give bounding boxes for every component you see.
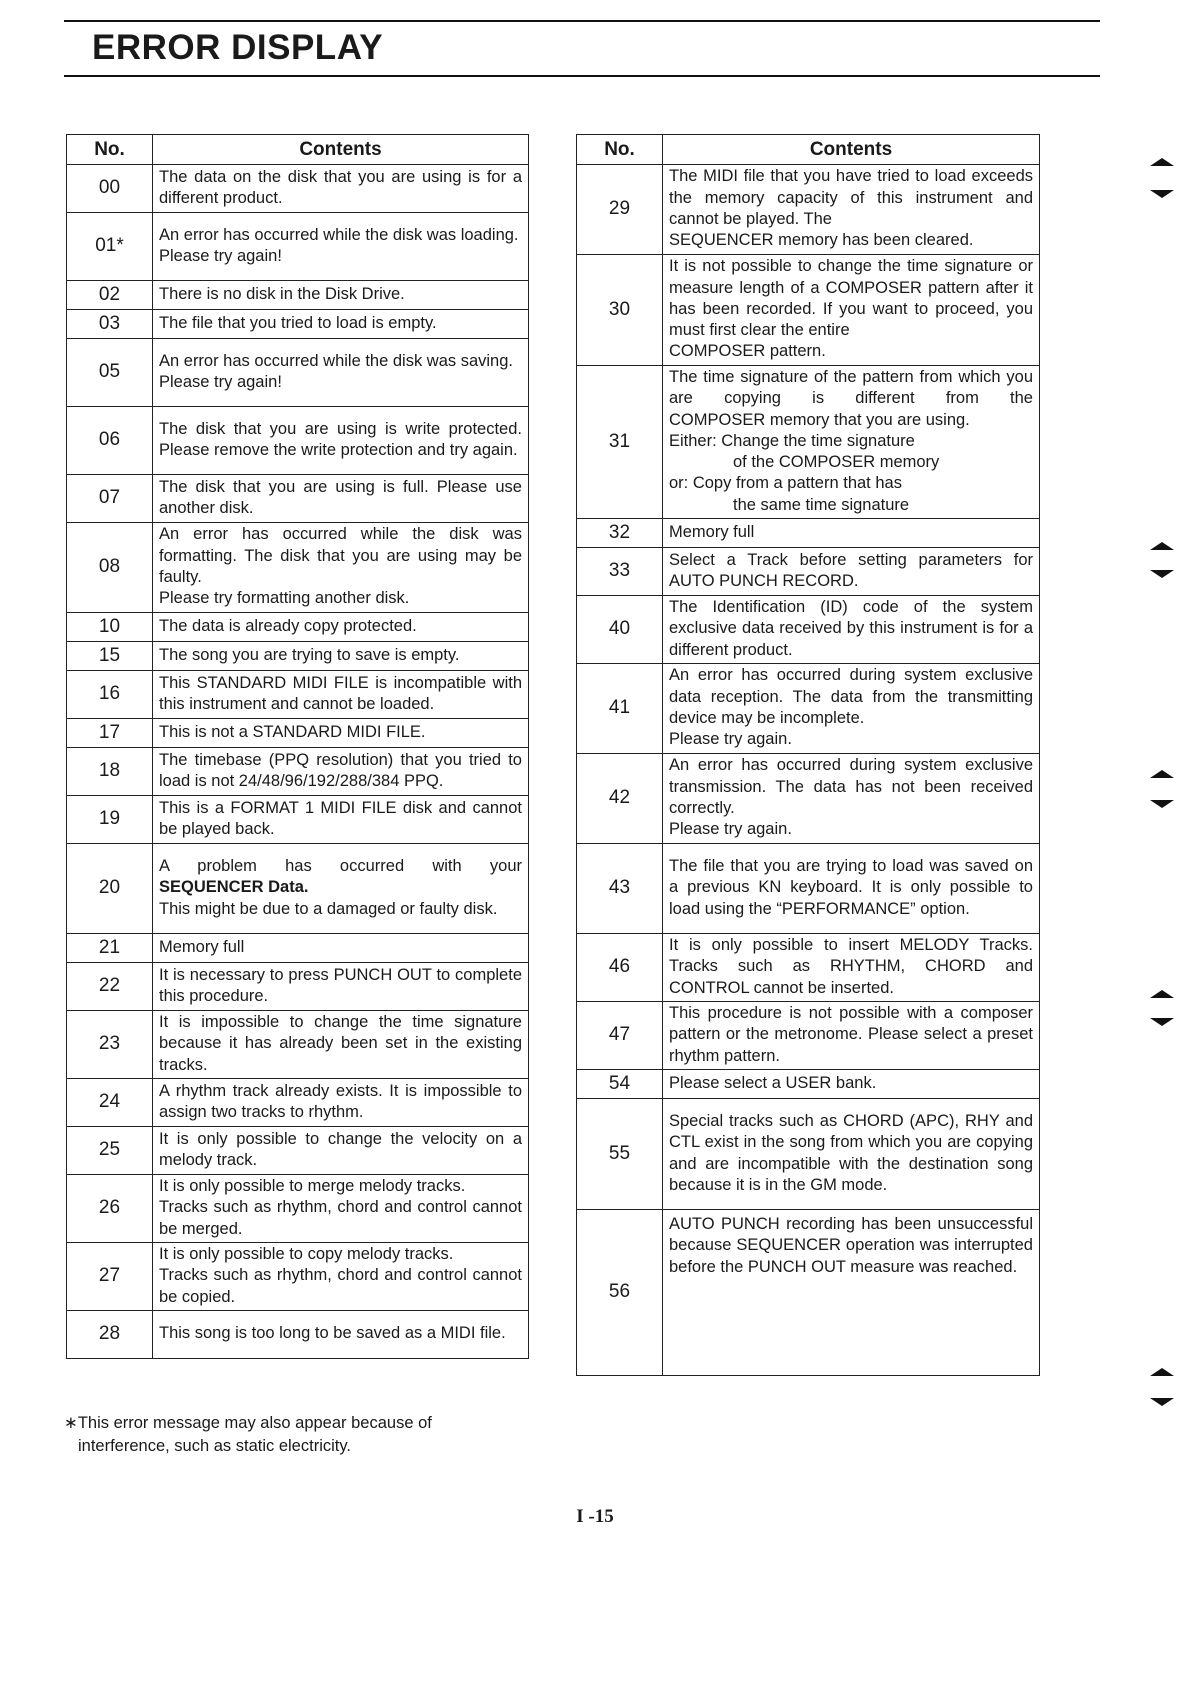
- binding-mark-bottom-icon: [1150, 190, 1174, 198]
- contents-line: The file that you tried to load is empty.: [159, 313, 437, 332]
- error-number: 46: [577, 934, 663, 1002]
- contents-line: Please try again.: [669, 820, 792, 839]
- table-row: [67, 671, 529, 719]
- table-row: [67, 165, 529, 213]
- binding-mark-top-icon: [1150, 158, 1174, 166]
- contents-line: It is not possible to change the time signature or measure length of a COMPOSER pattern after it has been recorded. If you want to proceed, you must first clear the entire: [669, 257, 1033, 340]
- table-row: [67, 523, 529, 613]
- header-contents: Contents: [153, 135, 529, 165]
- table-row: [67, 963, 529, 1011]
- contents-line: An error has occurred during system exclusive data reception. The data from the transmitting device may be incomplete.: [669, 666, 1033, 728]
- error-contents: [153, 213, 529, 281]
- contents-line: Please try again!: [159, 247, 282, 265]
- error-table-left: [66, 134, 529, 1359]
- table-row: [67, 748, 529, 796]
- error-number: 32: [577, 519, 663, 548]
- table-row: [577, 519, 1040, 548]
- table-row: [577, 165, 1040, 255]
- error-number: 18: [67, 748, 153, 796]
- contents-line: An error has occurred while the disk was formatting. The disk that you are using may be faulty.: [159, 525, 522, 586]
- error-contents: [153, 934, 529, 963]
- table-row: [67, 1243, 529, 1311]
- error-number: 41: [577, 664, 663, 754]
- table-row: [67, 339, 529, 407]
- contents-line: The file that you are trying to load was saved on a previous KN keyboard. It is only possible to load using the “PERFORMANCE” option.: [669, 857, 1033, 918]
- contents-line: This STANDARD MIDI FILE is incompatible with this instrument and cannot be loaded.: [159, 673, 522, 713]
- header-no: No.: [67, 135, 153, 165]
- contents-line: This procedure is not possible with a composer pattern or the metronome. Please select a preset rhythm pattern.: [669, 1004, 1033, 1065]
- error-contents: [663, 548, 1040, 596]
- contents-line: It is necessary to press PUNCH OUT to complete this procedure.: [159, 965, 522, 1005]
- error-contents: [663, 1070, 1040, 1099]
- error-number: 55: [577, 1099, 663, 1210]
- title-rule-bottom: [64, 75, 1100, 77]
- table-row: [577, 1070, 1040, 1099]
- error-contents: [153, 523, 529, 613]
- error-contents: [663, 1002, 1040, 1070]
- contents-line: Memory full: [159, 937, 245, 956]
- error-contents: [153, 165, 529, 213]
- contents-line: SEQUENCER memory has been cleared.: [669, 231, 974, 250]
- contents-line: The data is already copy protected.: [159, 616, 417, 635]
- error-number: 19: [67, 796, 153, 844]
- contents-line: The time signature of the pattern from which you are copying is different from the: [669, 368, 1033, 408]
- error-number: 30: [577, 255, 663, 366]
- contents-line: Tracks such as rhythm, chord and control cannot be copied.: [159, 1266, 522, 1306]
- contents-line: The disk that you are using is write protected. Please remove the write protection and try again.: [159, 419, 522, 459]
- error-contents: [153, 407, 529, 475]
- contents-line: An error has occurred during system exclusive transmission. The data has not been received correctly.: [669, 756, 1033, 818]
- error-number: 22: [67, 963, 153, 1011]
- error-number: 25: [67, 1127, 153, 1175]
- table-row: [67, 642, 529, 671]
- table-row: [577, 596, 1040, 664]
- error-number: 47: [577, 1002, 663, 1070]
- binding-mark-bottom-icon: [1150, 1018, 1174, 1026]
- error-number: 40: [577, 596, 663, 664]
- contents-line: It is only possible to change the velocity on a melody track.: [159, 1129, 522, 1169]
- binding-mark-bottom-icon: [1150, 570, 1174, 578]
- contents-line: Please try again!: [159, 373, 282, 391]
- table-row: [67, 796, 529, 844]
- error-number: 20: [67, 844, 153, 934]
- table-row: [577, 255, 1040, 366]
- table-row: [67, 719, 529, 748]
- table-row: [67, 1011, 529, 1079]
- error-contents: [663, 1210, 1040, 1376]
- table-row: [577, 1099, 1040, 1210]
- contents-line: There is no disk in the Disk Drive.: [159, 284, 405, 303]
- contents-line: A rhythm track already exists. It is impossible to assign two tracks to rhythm.: [159, 1081, 522, 1121]
- error-number: 10: [67, 613, 153, 642]
- contents-line: The timebase (PPQ resolution) that you tried to load is not 24/48/96/192/288/384 PPQ.: [159, 750, 522, 790]
- table-row: [67, 310, 529, 339]
- table-row: [577, 548, 1040, 596]
- contents-line: This is not a STANDARD MIDI FILE.: [159, 722, 426, 741]
- error-contents: [663, 519, 1040, 548]
- contents-line: This song is too long to be saved as a MIDI file.: [159, 1324, 506, 1343]
- binding-mark-top-icon: [1150, 1368, 1174, 1376]
- error-number: 08: [67, 523, 153, 613]
- error-contents: [153, 310, 529, 339]
- error-contents: [153, 1127, 529, 1175]
- contents-line: The Identification (ID) code of the system exclusive data received by this instrument is for a different product.: [669, 598, 1033, 659]
- contents-line: Please try formatting another disk.: [159, 589, 410, 608]
- error-contents: [663, 844, 1040, 934]
- error-number: 29: [577, 165, 663, 255]
- error-number: 16: [67, 671, 153, 719]
- error-contents: [153, 281, 529, 310]
- contents-line: COMPOSER pattern.: [669, 342, 826, 361]
- contents-line: The disk that you are using is full. Please use another disk.: [159, 477, 522, 517]
- table-row: [67, 281, 529, 310]
- table-row: [67, 613, 529, 642]
- error-contents: [153, 1011, 529, 1079]
- error-contents: [153, 1175, 529, 1243]
- table-row: [67, 475, 529, 523]
- error-number: 31: [577, 366, 663, 519]
- footnote: [64, 1412, 534, 1458]
- error-number: 02: [67, 281, 153, 310]
- error-number: 56: [577, 1210, 663, 1376]
- error-number: 15: [67, 642, 153, 671]
- footnote-line: ∗This error message may also appear because of: [64, 1414, 432, 1432]
- header-no: No.: [577, 135, 663, 165]
- contents-line: of the COMPOSER memory: [733, 453, 940, 472]
- contents-line: The MIDI file that you have tried to load exceeds the memory capacity of this instrument and cannot be played. The: [669, 167, 1033, 228]
- table-row: [67, 1079, 529, 1127]
- error-number: 00: [67, 165, 153, 213]
- error-number: 28: [67, 1311, 153, 1359]
- error-contents: [663, 1099, 1040, 1210]
- contents-line: Special tracks such as CHORD (APC), RHY and CTL exist in the song from which you are copying and are incompatible with the destination song because it is in the GM mode.: [669, 1111, 1033, 1194]
- error-number: 54: [577, 1070, 663, 1099]
- error-number: 03: [67, 310, 153, 339]
- binding-mark-top-icon: [1150, 542, 1174, 550]
- error-number: 17: [67, 719, 153, 748]
- table-row: [577, 754, 1040, 844]
- error-number: 01*: [67, 213, 153, 281]
- contents-line: This might be due to a damaged or faulty disk.: [159, 899, 498, 918]
- table-row: [67, 407, 529, 475]
- error-number: 24: [67, 1079, 153, 1127]
- title-rule-top: [64, 20, 1100, 22]
- table-row: [577, 1002, 1040, 1070]
- contents-line: It is only possible to insert MELODY Tracks. Tracks such as RHYTHM, CHORD and CONTROL cannot be inserted.: [669, 936, 1033, 997]
- error-number: 05: [67, 339, 153, 407]
- table-row: [577, 664, 1040, 754]
- table-row: [67, 213, 529, 281]
- error-contents: [663, 596, 1040, 664]
- contents-line: Memory full: [669, 522, 755, 541]
- table-row: [577, 366, 1040, 519]
- contents-line: AUTO PUNCH recording has been unsuccessful because SEQUENCER operation was interrupted before the PUNCH OUT measure was reached.: [669, 1215, 1033, 1276]
- contents-line: A problem has occurred with your: [159, 857, 522, 876]
- error-number: 33: [577, 548, 663, 596]
- error-number: 42: [577, 754, 663, 844]
- error-contents: [663, 754, 1040, 844]
- table-row: [67, 1311, 529, 1359]
- error-number: 43: [577, 844, 663, 934]
- error-contents: [663, 165, 1040, 255]
- table-row: [67, 934, 529, 963]
- contents-line: Select a Track before setting parameters for AUTO PUNCH RECORD.: [669, 550, 1033, 591]
- contents-line: It is impossible to change the time signature because it has already been set in the existing tracks.: [159, 1013, 522, 1074]
- error-contents: [153, 796, 529, 844]
- table-row: [67, 844, 529, 934]
- error-contents: [153, 963, 529, 1011]
- error-number: 27: [67, 1243, 153, 1311]
- binding-mark-top-icon: [1150, 770, 1174, 778]
- contents-line: Either: Change the time signature: [669, 431, 915, 450]
- contents-line: An error has occurred while the disk was loading.: [159, 225, 519, 244]
- contents-line: This is a FORMAT 1 MIDI FILE disk and cannot be played back.: [159, 798, 522, 838]
- error-contents: [153, 475, 529, 523]
- error-number: 26: [67, 1175, 153, 1243]
- binding-mark-bottom-icon: [1150, 1398, 1174, 1406]
- table-header-row: [67, 135, 529, 165]
- error-number: 06: [67, 407, 153, 475]
- error-contents: [153, 671, 529, 719]
- error-number: 21: [67, 934, 153, 963]
- contents-line: the same time signature: [733, 495, 910, 514]
- header-contents: Contents: [663, 135, 1040, 165]
- contents-line: SEQUENCER Data.: [159, 878, 309, 897]
- error-contents: [663, 664, 1040, 754]
- error-contents: [153, 1243, 529, 1311]
- contents-line: The data on the disk that you are using is for a different product.: [159, 167, 522, 207]
- binding-mark-top-icon: [1150, 990, 1174, 998]
- error-number: 23: [67, 1011, 153, 1079]
- table-row: [577, 1210, 1040, 1376]
- table-row: [67, 1175, 529, 1243]
- error-contents: [153, 339, 529, 407]
- contents-line: or: Copy from a pattern that has: [669, 474, 902, 493]
- error-contents: [663, 934, 1040, 1002]
- contents-line: COMPOSER memory that you are using.: [669, 410, 970, 429]
- contents-line: It is only possible to copy melody tracks.: [159, 1245, 454, 1264]
- contents-line: Please try again.: [669, 730, 792, 749]
- table-row: [577, 844, 1040, 934]
- error-contents: [663, 366, 1040, 519]
- error-contents: [153, 642, 529, 671]
- table-header-row: [577, 135, 1040, 165]
- table-row: [67, 1127, 529, 1175]
- contents-line: The song you are trying to save is empty.: [159, 645, 460, 664]
- contents-line: Please select a USER bank.: [669, 1073, 877, 1092]
- contents-line: An error has occurred while the disk was saving.: [159, 351, 513, 370]
- contents-line: It is only possible to merge melody tracks.: [159, 1177, 466, 1196]
- error-contents: [153, 613, 529, 642]
- contents-line: Tracks such as rhythm, chord and control cannot be merged.: [159, 1198, 522, 1238]
- error-number: 07: [67, 475, 153, 523]
- error-contents: [153, 719, 529, 748]
- footnote-line: interference, such as static electricity.: [78, 1437, 351, 1455]
- error-contents: [663, 255, 1040, 366]
- table-row: [577, 934, 1040, 1002]
- error-contents: [153, 1311, 529, 1359]
- binding-mark-bottom-icon: [1150, 800, 1174, 808]
- error-table-right: [576, 134, 1040, 1376]
- error-contents: [153, 844, 529, 934]
- page-number: I -15: [576, 1506, 614, 1527]
- page-title: ERROR DISPLAY: [92, 28, 384, 67]
- error-contents: [153, 1079, 529, 1127]
- error-contents: [153, 748, 529, 796]
